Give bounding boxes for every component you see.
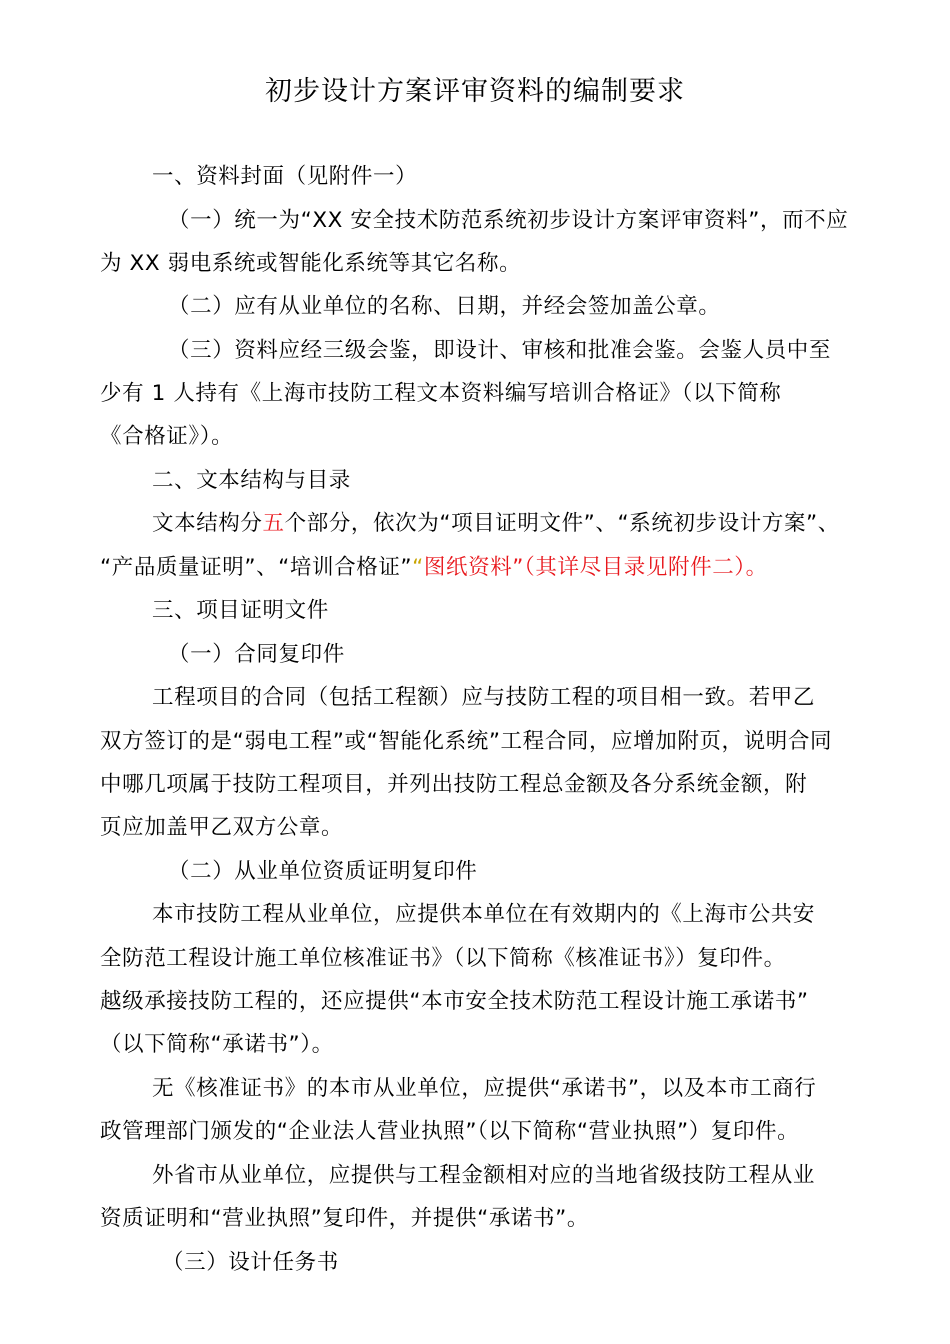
paragraph-line: 越级承接技防工程的，还应提供“本市安全技术防范工程设计施工承诺书” <box>100 989 809 1014</box>
section-heading-cover: 一、资料封面（见附件一） <box>152 164 418 189</box>
highlight-red-text: 图纸资料”（其详尽目录见附件二）。 <box>423 555 768 580</box>
paragraph-line <box>152 508 942 540</box>
paragraph-line: 资质证明和“营业执照”复印件，并提供“承诺书”。 <box>100 1206 589 1231</box>
paragraph-line <box>100 552 890 584</box>
structure-continuation: “产品质量证明”、“培训合格证” <box>100 555 413 580</box>
paragraph-line: 中哪几项属于技防工程项目，并列出技防工程总金额及各分系统金额，附 <box>100 772 808 797</box>
paragraph-line: 全防范工程设计施工单位核准证书》（以下简称《核准证书》）复印件。 <box>100 946 786 971</box>
paragraph-line: 本市技防工程从业单位，应提供本单位在有效期内的《上海市公共安 <box>152 902 816 927</box>
paragraph-line: 外省市从业单位，应提供与工程金额相对应的当地省级技防工程从业 <box>152 1163 816 1188</box>
structure-prefix: 文本结构分 <box>152 511 263 536</box>
paragraph-line: 少有 1 人持有《上海市技防工程文本资料编写培训合格证》（以下简称 <box>100 381 782 406</box>
document-title: 初步设计方案评审资料的编制要求 <box>265 76 685 107</box>
structure-suffix: 个部分，依次为“项目证明文件”、“系统初步设计方案”、 <box>284 511 840 536</box>
highlight-quote-mark: “ <box>412 555 424 580</box>
paragraph-line: （一）统一为“XX 安全技术防范系统初步设计方案评审资料”，而不应 <box>168 208 849 233</box>
subsection-heading-design-brief: （三）设计任务书 <box>162 1250 339 1275</box>
paragraph-line: 页应加盖甲乙双方公章。 <box>100 815 344 840</box>
structure-part-count: 五 <box>262 511 285 536</box>
paragraph-line: 为 XX 弱电系统或智能化系统等其它名称。 <box>100 251 522 276</box>
paragraph-line: 无《核准证书》的本市从业单位，应提供“承诺书”，以及本市工商行 <box>152 1076 817 1101</box>
subsection-heading-qualification: （二）从业单位资质证明复印件 <box>168 859 478 884</box>
paragraph-line: （二）应有从业单位的名称、日期，并经会签加盖公章。 <box>168 294 721 319</box>
section-heading-structure: 二、文本结构与目录 <box>152 468 351 493</box>
section-heading-proof: 三、项目证明文件 <box>152 598 329 623</box>
paragraph-line: （以下简称“承诺书”）。 <box>100 1032 334 1057</box>
paragraph-line: 政管理部门颁发的“企业法人营业执照”（以下简称“营业执照”）复印件。 <box>100 1119 800 1144</box>
paragraph-line: 工程项目的合同（包括工程额）应与技防工程的项目相一致。若甲乙 <box>152 685 816 710</box>
paragraph-line: 双方签订的是“弱电工程”或“智能化系统”工程合同，应增加附页，说明合同 <box>100 729 833 754</box>
subsection-heading-contract: （一）合同复印件 <box>168 642 345 667</box>
paragraph-line: （三）资料应经三级会鉴，即设计、审核和批准会鉴。会鉴人员中至 <box>168 338 832 363</box>
paragraph-line: 《合格证》）。 <box>100 424 234 449</box>
